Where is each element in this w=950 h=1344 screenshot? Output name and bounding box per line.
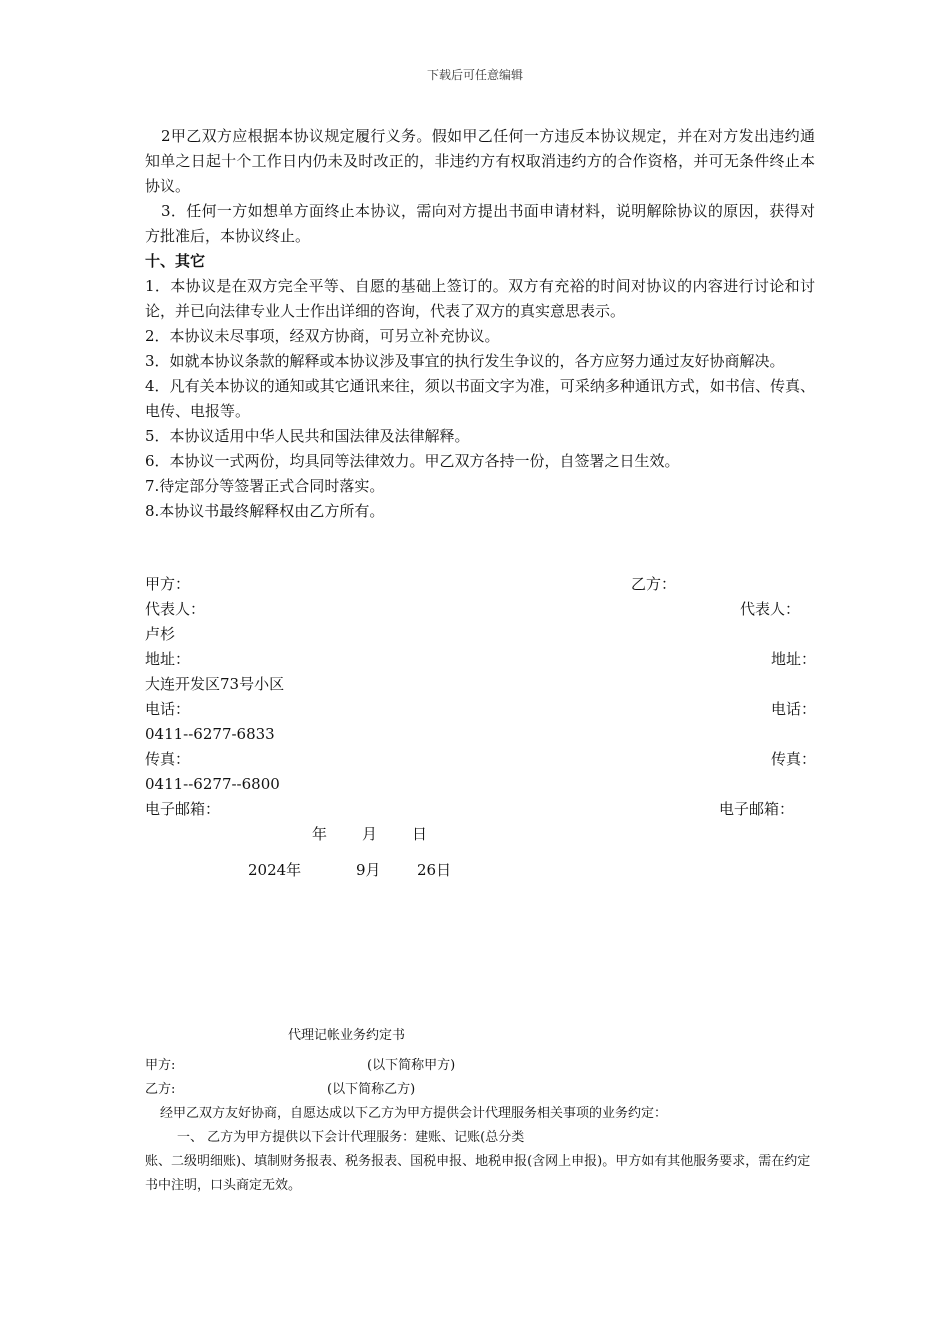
other-item-1: 1．本协议是在双方完全平等、自愿的基础上签订的。双方有充裕的时间对协议的内容进行讨论和讨论，并已向法律专业人士作出详细的咨询，代表了双方的真实意思表示。	[145, 277, 815, 320]
rep-b-label: 代表人：	[740, 600, 801, 618]
date-label-year: 年	[312, 825, 328, 843]
email-a-label: 电子邮箱：	[145, 800, 221, 818]
second-party-a-label: 甲方:	[145, 1058, 176, 1073]
other-item-8: 8.本协议书最终解释权由乙方所有。	[145, 502, 385, 520]
party-a-label: 甲方：	[145, 575, 191, 593]
date-day: 26日	[417, 861, 452, 879]
rep-value: 卢杉	[145, 625, 176, 643]
date-label-day: 日	[412, 825, 428, 843]
signature-block	[145, 572, 820, 822]
tel-a-label: 电话：	[145, 700, 191, 718]
second-party-b-note: (以下简称乙方)	[327, 1082, 416, 1097]
addr-a-label: 地址：	[145, 650, 191, 668]
other-item-2: 2．本协议未尽事项，经双方协商，可另立补充协议。	[145, 327, 500, 345]
fax-b-label: 传真：	[771, 750, 817, 768]
fax-a-label: 传真：	[145, 750, 191, 768]
fax-value: 0411--6277--6800	[145, 775, 280, 793]
party-b-label: 乙方：	[631, 575, 677, 593]
date-month: 9月	[356, 861, 381, 879]
addr-value: 大连开发区73号小区	[145, 675, 285, 693]
tel-value: 0411--6277-6833	[145, 725, 275, 743]
termination-section	[145, 124, 815, 524]
other-item-5: 5．本协议适用中华人民共和国法律及法律解释。	[145, 427, 470, 445]
other-item-3: 3．如就本协议条款的解释或本协议涉及事宜的执行发生争议的，各方应努力通过友好协商解决。	[145, 352, 785, 370]
section-heading-other: 十、其它	[145, 252, 206, 270]
second-doc-body	[145, 1054, 815, 1198]
email-b-label: 电子邮箱：	[719, 800, 795, 818]
second-doc-item1-rest: 账、二级明细账)、填制财务报表、税务报表、国税申报、地税申报(含网上申报)。甲方如有其他服务要求，需在约定书中注明，口头商定无效。	[145, 1154, 811, 1193]
date-year: 2024年	[248, 861, 302, 879]
other-item-4: 4．凡有关本协议的通知或其它通讯来往，须以书面文字为准，可采纳多种通讯方式，如书信、传真、电传、电报等。	[145, 377, 815, 420]
rep-a-label: 代表人：	[145, 600, 206, 618]
termination-clause-2: 2甲乙双方应根据本协议规定履行义务。假如甲乙任何一方违反本协议规定，并在对方发出违约通知单之日起十个工作日内仍未及时改正的，非违约方有权取消违约方的合作资格，并可无条件终止本协议。	[145, 127, 815, 195]
second-party-a-note: (以下简称甲方)	[367, 1058, 456, 1073]
addr-b-label: 地址：	[771, 650, 817, 668]
other-item-6: 6．本协议一式两份，均具同等法律效力。甲乙双方各持一份，自签署之日生效。	[145, 452, 680, 470]
termination-clause-3: 3．任何一方如想单方面终止本协议，需向对方提出书面申请材料，说明解除协议的原因，获得对方批准后，本协议终止。	[145, 202, 815, 245]
tel-b-label: 电话：	[771, 700, 817, 718]
second-doc-item1-first: 一、 乙方为甲方提供以下会计代理服务：建账、记账(总分类	[177, 1130, 525, 1145]
second-party-b-label: 乙方:	[145, 1082, 176, 1097]
date-label-month: 月	[362, 825, 378, 843]
page-header-note: 下载后可任意编辑	[426, 68, 523, 82]
other-item-7: 7.待定部分等签署正式合同时落实。	[145, 477, 385, 495]
second-doc-title: 代理记帐业务约定书	[288, 1028, 406, 1043]
second-doc-intro: 经甲乙双方友好协商，自愿达成以下乙方为甲方提供会计代理服务相关事项的业务约定：	[160, 1106, 668, 1121]
